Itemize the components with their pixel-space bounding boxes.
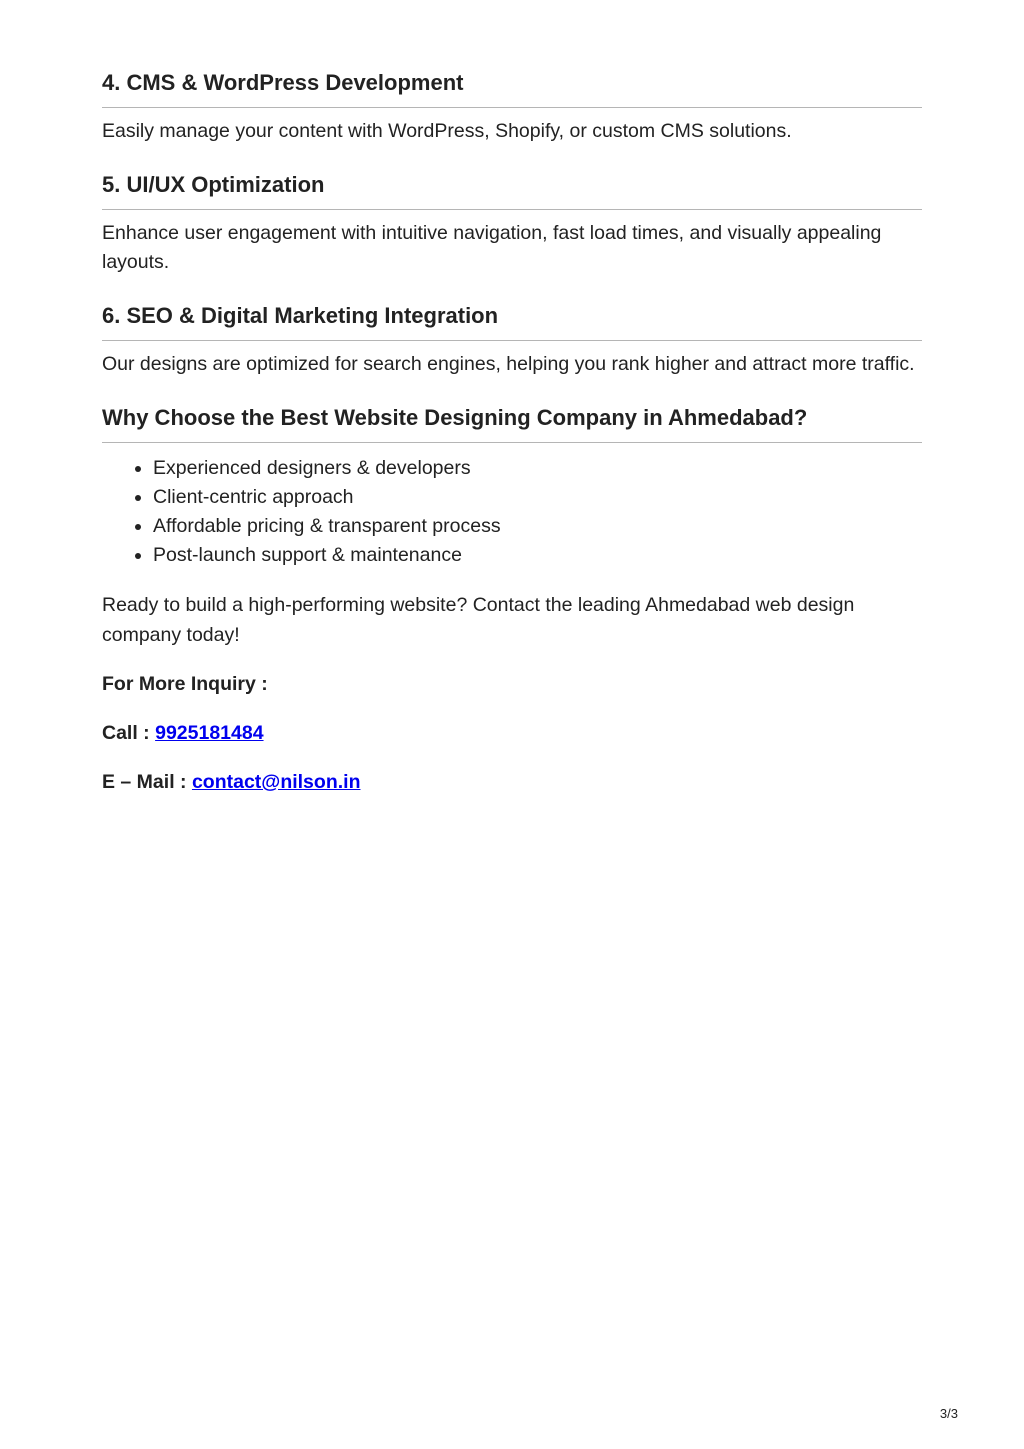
section-why-choose (102, 403, 922, 570)
page-number: 3/3 (939, 1406, 958, 1421)
section-heading: 4. CMS & WordPress Development (102, 68, 922, 108)
section-cms (102, 68, 922, 146)
list-item: • Client-centric approach (153, 483, 922, 512)
section-text: Enhance user engagement with intuitive navigation, fast load times, and visually appealing layouts. (102, 222, 882, 273)
section-uiux (102, 170, 922, 277)
section-text: Easily manage your content with WordPress, Shopify, or custom CMS solutions. (102, 120, 792, 142)
reasons-list (102, 454, 922, 570)
email-label: E – Mail : (102, 771, 192, 793)
list-item: • Post-launch support & maintenance (153, 541, 922, 570)
inquiry-label: For More Inquiry : (102, 673, 268, 695)
email-line (102, 767, 922, 797)
section-heading: 5. UI/UX Optimization (102, 170, 922, 210)
phone-link[interactable]: 9925181484 (155, 722, 264, 744)
call-line (102, 718, 922, 748)
call-to-action-text: Ready to build a high-performing website? Contact the leading Ahmedabad web design company today! (102, 594, 855, 646)
list-item: • Affordable pricing & transparent process (153, 512, 922, 541)
section-heading: 6. SEO & Digital Marketing Integration (102, 301, 922, 341)
section-heading: Why Choose the Best Website Designing Company in Ahmedabad? (102, 403, 922, 443)
section-text: Our designs are optimized for search engines, helping you rank higher and attract more traffic. (102, 353, 915, 375)
list-item: • Experienced designers & developers (153, 454, 922, 483)
email-link[interactable]: contact@nilson.in (191, 771, 361, 793)
call-label: Call : (102, 722, 156, 744)
section-seo (102, 301, 922, 379)
page-content (102, 68, 922, 797)
